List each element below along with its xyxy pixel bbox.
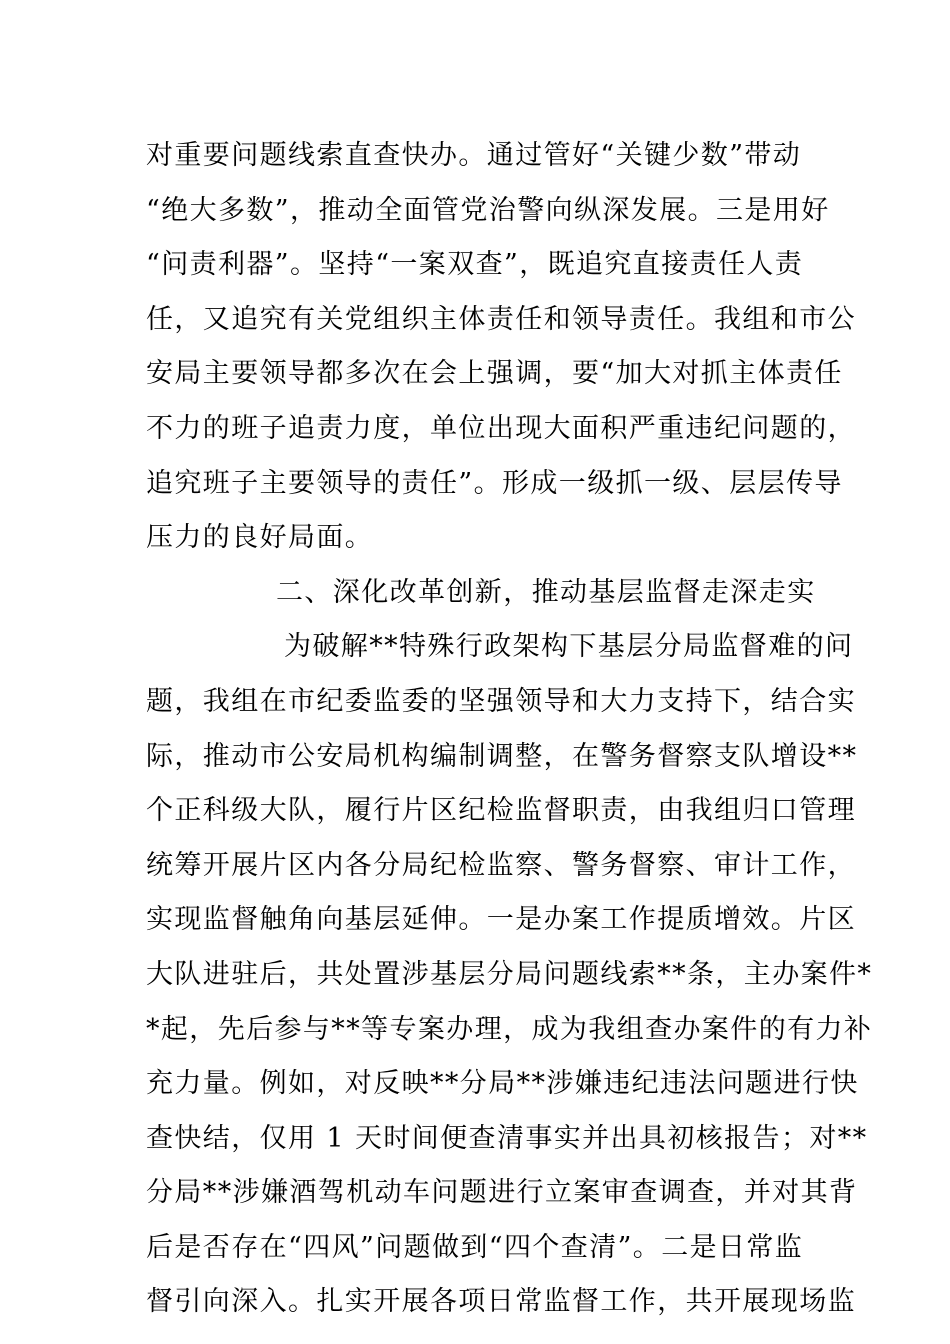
paragraph-line: 题，我组在市纪委监委的坚强领导和大力支持下，结合实 bbox=[146, 685, 856, 717]
paragraph-line: 督引向深入。扎实开展各项日常监督工作，共开展现场监 bbox=[146, 1286, 856, 1318]
paragraph-line: 不力的班子追责力度，单位出现大面积严重违纪问题的， bbox=[146, 412, 856, 444]
paragraph-line: 统筹开展片区内各分局纪检监察、警务督察、审计工作， bbox=[146, 849, 856, 881]
paragraph-line: 个正科级大队，履行片区纪检监督职责，由我组归口管理 bbox=[146, 795, 856, 827]
paragraph-line: 安局主要领导都多次在会上强调，要“加大对抓主体责任 bbox=[146, 358, 843, 390]
paragraph-line: 任，又追究有关党组织主体责任和领导责任。我组和市公 bbox=[146, 303, 856, 335]
document-body bbox=[146, 129, 873, 1330]
paragraph-line: 大队进驻后，共处置涉基层分局问题线索**条，主办案件* bbox=[146, 958, 873, 990]
paragraph-line: 压力的良好局面。 bbox=[146, 522, 374, 554]
paragraph-line: 追究班子主要领导的责任”。形成一级抓一级、层层传导 bbox=[146, 467, 843, 499]
paragraph-line: 对重要问题线索直查快办。通过管好“关键少数”带动 bbox=[146, 140, 802, 171]
section-heading: 二、深化改革创新，推动基层监督走深走实 bbox=[276, 576, 816, 608]
paragraph-line: 充力量。例如，对反映**分局**涉嫌违纪违法问题进行快 bbox=[146, 1068, 859, 1100]
paragraph-line: *起，先后参与**等专案办理，成为我组查办案件的有力补 bbox=[146, 1013, 873, 1045]
paragraph-line: “绝大多数”，推动全面管党治警向纵深发展。三是用好 bbox=[146, 194, 830, 226]
paragraph-line: 查快结，仅用 1 天时间便查清事实并出具初核报告；对** bbox=[146, 1122, 868, 1154]
paragraph-line: 后是否存在“四风”问题做到“四个查清”。二是日常监 bbox=[146, 1231, 804, 1263]
paragraph-line: 为破解**特殊行政架构下基层分局监督难的问 bbox=[284, 631, 854, 663]
paragraph-line: 际，推动市公安局机构编制调整，在警务督察支队增设** bbox=[146, 740, 858, 772]
paragraph-line: 实现监督触角向基层延伸。一是办案工作提质增效。片区 bbox=[146, 904, 856, 936]
paragraph-line: “问责利器”。坚持“一案双查”，既追究直接责任人责 bbox=[146, 249, 804, 281]
paragraph-line: 分局**涉嫌酒驾机动车问题进行立案审查调查，并对其背 bbox=[146, 1177, 858, 1209]
